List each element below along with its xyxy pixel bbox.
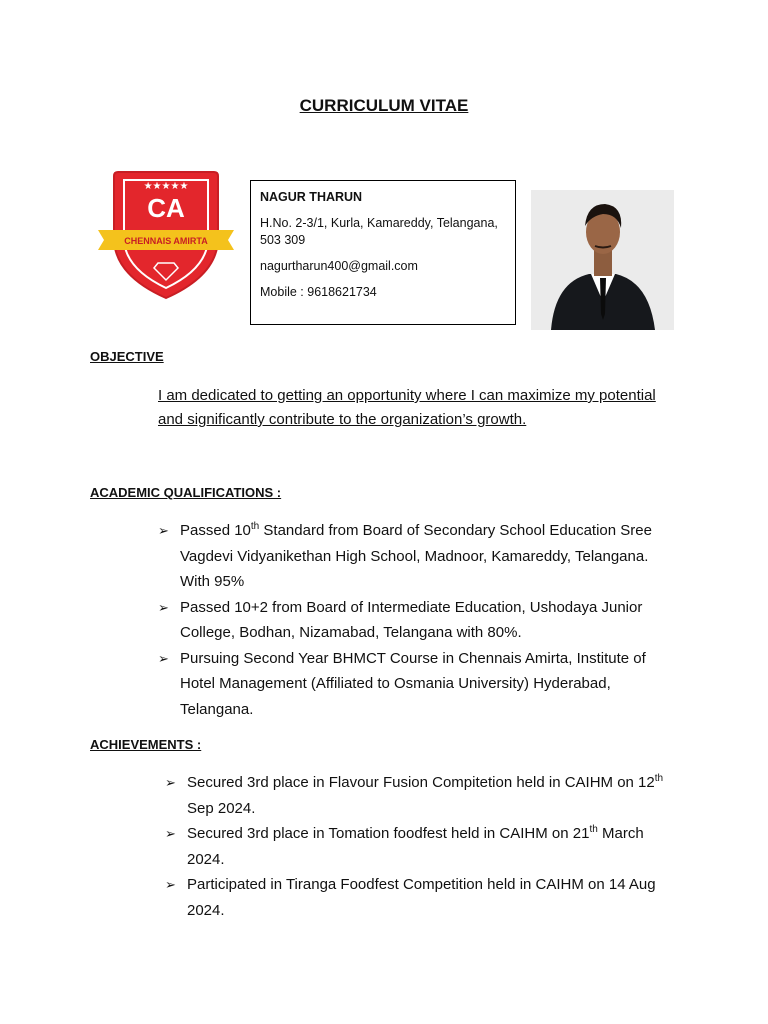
list-item: ➢ Passed 10th Standard from Board of Secondary School Education Sree Vagdevi Vidyanikethan High School, Madnoor, Kamareddy, Telangana. With 95% (158, 518, 678, 595)
arrow-bullet-icon: ➢ (158, 650, 169, 666)
objective-heading: OBJECTIVE (90, 349, 164, 364)
arrow-bullet-icon: ➢ (165, 826, 176, 841)
profile-photo (531, 190, 674, 330)
college-logo (96, 160, 236, 310)
mobile: Mobile : 9618621734 (260, 285, 377, 299)
objective-text: I am dedicated to getting an opportunity where I can maximize my potential and significantly contribute to the organization’s growth. (158, 387, 656, 428)
logo-ribbon-text: CHENNAIS AMIRTA (124, 236, 208, 246)
page-title: CURRICULUM VITAE (299, 96, 469, 115)
list-item: ➢ Secured 3rd place in Tomation foodfest held in CAIHM on 21th March 2024. (165, 821, 675, 872)
academic-list (158, 518, 678, 722)
list-item: ➢ Passed 10+2 from Board of Intermediate Education, Ushodaya Junior College, Bodhan, Nizamabad, Telangana with 80%. (158, 595, 678, 646)
candidate-name: NAGUR THARUN (260, 190, 363, 204)
arrow-bullet-icon: ➢ (158, 599, 169, 615)
list-item: ➢ Participated in Tiranga Foodfest Competition held in CAIHM on 14 Aug 2024. (165, 872, 675, 923)
academic-heading: ACADEMIC QUALIFICATIONS : (90, 485, 282, 500)
arrow-bullet-icon: ➢ (165, 877, 176, 892)
list-item: ➢ Secured 3rd place in Flavour Fusion Compitetion held in CAIHM on 12th Sep 2024. (165, 770, 675, 821)
contact-box (250, 180, 516, 325)
achievements-list (165, 770, 675, 923)
list-item: ➢ Pursuing Second Year BHMCT Course in Chennais Amirta, Institute of Hotel Management (Affiliated to Osmania University) Hyderabad, Telangana. (158, 646, 678, 723)
email: nagurtharun400@gmail.com (260, 259, 418, 273)
logo-stars: ★★★★★ (143, 181, 189, 192)
arrow-bullet-icon: ➢ (165, 775, 176, 790)
arrow-bullet-icon: ➢ (158, 523, 169, 538)
logo-initials: CA (147, 193, 185, 223)
address: H.No. 2-3/1, Kurla, Kamareddy, Telangana, 503 309 (260, 216, 498, 247)
achievements-heading: ACHIEVEMENTS : (90, 737, 202, 752)
